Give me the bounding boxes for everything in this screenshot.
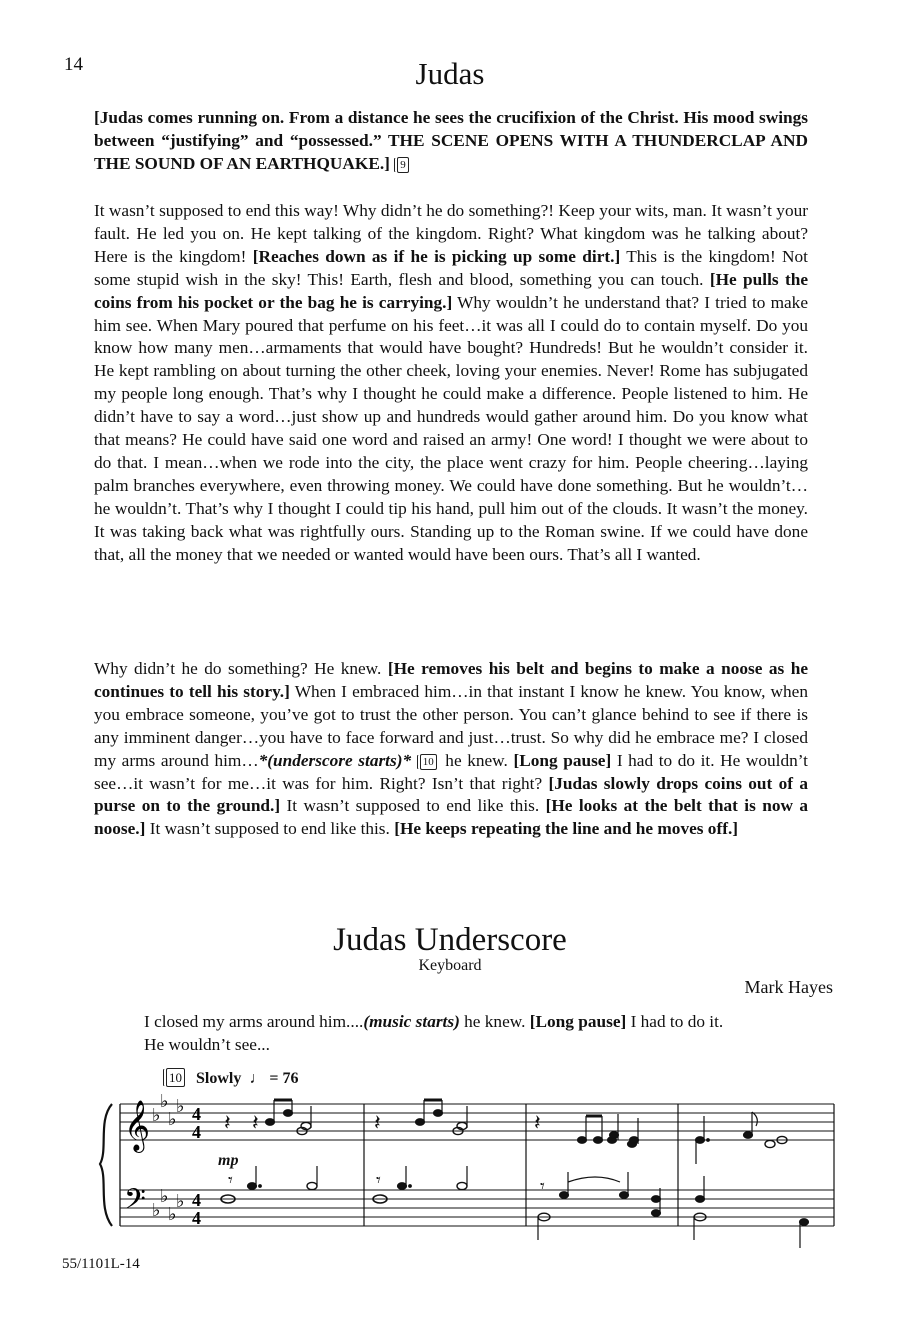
quarter-rest-icon: 𝄽 [374, 1111, 381, 1136]
bass-time-signature [192, 1190, 201, 1228]
stage-direction-text: [Judas comes running on. From a distance he sees the crucifixion of the Christ. His mood swings between “justifying” and “possessed.” THE SCENE OPENS WITH A THUNDERCLAP AND THE SOUND OF AN EARTHQUAKE.] [94, 108, 808, 173]
text-run: This is the kingdom! Not some stupid wish in the sky! This! Earth, flesh and blood, something you can touch. [94, 246, 808, 289]
text-run: It wasn’t supposed to end like this. [280, 796, 546, 816]
stage-direction-inline: [Long pause] [529, 1012, 627, 1031]
text-run: I had to do it. [626, 1012, 724, 1031]
stage-direction-inline: [Reaches down as if he is picking up some dirt.] [252, 246, 621, 266]
dynamic-marking: mp [218, 1152, 239, 1169]
grand-staff-brace-icon [100, 1104, 112, 1226]
text-run: he knew. [459, 1012, 530, 1031]
eighth-rest-icon: 𝄾 [540, 1176, 545, 1197]
quarter-rest-icon: 𝄽 [534, 1111, 541, 1136]
measure-3-treble [534, 1111, 639, 1147]
svg-text:♭: ♭ [152, 1200, 161, 1221]
svg-text:♭: ♭ [168, 1109, 177, 1130]
text-run: Why wouldn’t he understand that? I tried to make him see. When Mary poured that perfume on his feet…it was all I could do to contain myself. Do you know how many men…armaments that would have bought? Hundreds! But he wouldn’t consider it. He kept rambling on about turning the other cheek, loving your enemies. Never! Rome has subjugated my people long enough. That’s why I thought he could make a difference. People listened to him. He didn’t have to say a word…just show up and hundreds would gather around him. Do you know what that means? He could have said one word and raised an army! One word! I thought we were about to do that. I mean…when we rode into the city, the place went crazy for him. People cheering…laying palm branches everywhere, even throwing money. We could have done something. But he wouldn’t…he wouldn’t. That’s why I thought I could tip his hand, pull him out of the clouds. It wasn’t the money. It was taking back what was rightfully ours. Standing up to the Roman swine. If we could have done that, all the money that we needed or wanted would have been ours. That’s all I wanted. [94, 292, 808, 564]
svg-text:♭: ♭ [152, 1105, 161, 1126]
measure-2-bass [373, 1166, 467, 1203]
stage-direction-inline: [He removes his belt and begins to make a noose as he continues to tell his story.] [94, 659, 808, 701]
music-start-cue: (music starts) [363, 1012, 460, 1031]
measure-4-treble [695, 1112, 787, 1164]
text-run: It wasn’t supposed to end this way! Why didn’t he do something?! Keep your wits, man. It wasn’t your fault. He led you on. He kept talking of the kingdom. Right? What kingdom was he talking about? Here is the kingdom! [94, 201, 808, 266]
svg-text:4: 4 [192, 1190, 201, 1210]
text-run: When I embraced him…in that instant I know he knew. You know, when you embrace someone, you’ve got to trust the other person. You can’t glance behind to see if there is any imminent danger…you have to face forward and just…trust. So why did he embrace me? I closed my arms around him… [94, 681, 808, 770]
eighth-rest-icon: 𝄾 [228, 1170, 233, 1191]
stage-direction-inline: [Judas slowly drops coins out of a purse on to the ground.] [94, 773, 808, 816]
tempo-value: = 76 [269, 1070, 299, 1087]
stage-direction-inline: [Long pause] [513, 750, 612, 770]
tempo-word: Slowly [196, 1070, 242, 1087]
treble-key-signature-icon [152, 1091, 185, 1130]
quarter-note-icon: ♩ [249, 1070, 266, 1087]
eighth-rest-icon: 𝄾 [376, 1170, 381, 1191]
svg-text:♭: ♭ [176, 1096, 185, 1117]
underscore-subtitle: Keyboard [418, 957, 482, 974]
rehearsal-marker-10-score: 10 [166, 1068, 185, 1087]
page-footer: 55/1101L-14 [62, 1256, 140, 1272]
text-run: he knew. [439, 750, 514, 770]
measure-3-bass [538, 1172, 661, 1240]
stage-direction-inline: [He keeps repeating the line and he moves off.] [394, 819, 739, 839]
text-run: I had to do it. He wouldn’t see…it wasn’t for me…it was for him. Right? Isn’t that right? [94, 750, 808, 793]
svg-text:4: 4 [192, 1104, 201, 1124]
treble-clef-icon: 𝄞 [124, 1100, 151, 1151]
composer-name: Mark Hayes [744, 977, 833, 997]
tie-icon [568, 1177, 620, 1182]
quarter-rest-icon: 𝄽 [224, 1111, 231, 1136]
text-run: It wasn’t supposed to end like this. [145, 819, 395, 839]
svg-text:4: 4 [192, 1122, 201, 1142]
rehearsal-marker-10: 10 [420, 754, 437, 770]
underscore-title: Judas Underscore [333, 922, 567, 958]
measure-1-bass [218, 1152, 317, 1203]
bass-clef-icon: 𝄢 [124, 1183, 146, 1223]
text-run: I closed my arms around him.... [144, 1012, 364, 1031]
bass-key-signature-icon [152, 1186, 185, 1225]
cue-line-2: He wouldn’t see... [144, 1034, 270, 1054]
svg-text:4: 4 [192, 1208, 201, 1228]
page-title: Judas [415, 56, 485, 91]
stage-direction-inline: [He pulls the coins from his pocket or the bag he is carrying.] [94, 269, 808, 312]
svg-text:♭: ♭ [160, 1091, 169, 1112]
page-number: 14 [64, 54, 83, 75]
svg-text:♭: ♭ [176, 1191, 185, 1212]
svg-text:♭: ♭ [168, 1204, 177, 1225]
text-run: Why didn’t he do something? He knew. [94, 659, 388, 678]
svg-text:♭: ♭ [160, 1186, 169, 1207]
measure-4-bass [694, 1176, 809, 1248]
treble-time-signature [192, 1104, 201, 1142]
rehearsal-marker-9: 9 [397, 157, 409, 173]
stage-direction-inline: [He looks at the belt that is now a noose.] [94, 796, 808, 839]
quarter-rest-icon: 𝄽 [252, 1111, 259, 1136]
underscore-cue: *(underscore starts)* [258, 750, 412, 770]
